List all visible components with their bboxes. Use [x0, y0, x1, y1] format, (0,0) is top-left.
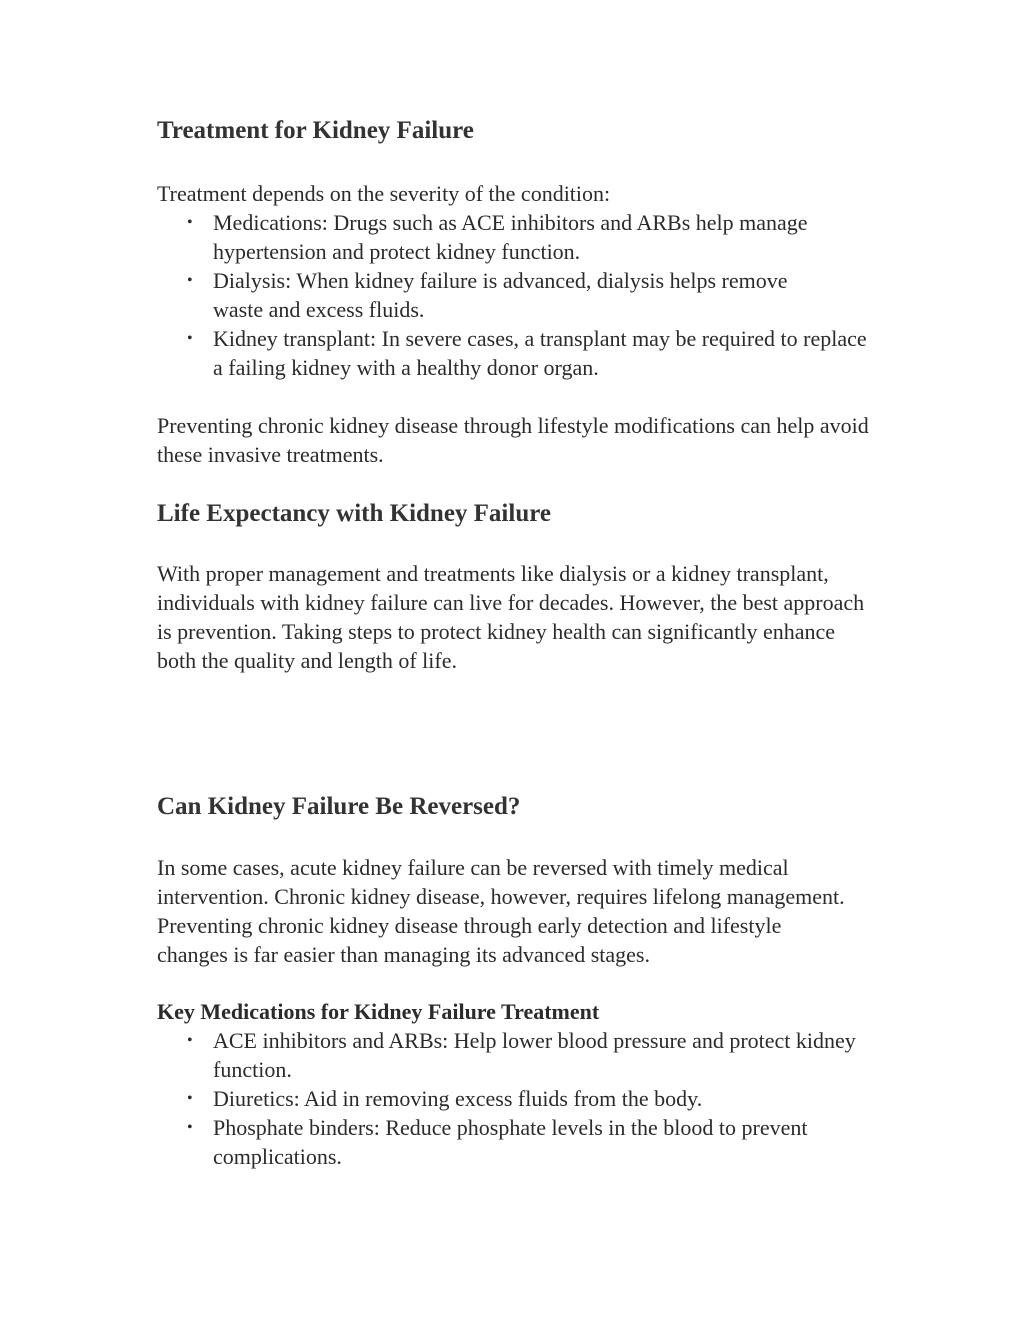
bullet-icon: •	[187, 214, 193, 231]
bullet-icon: •	[187, 330, 193, 347]
bullet-icon: •	[187, 272, 193, 289]
list-item	[157, 1084, 913, 1113]
list-item	[157, 208, 873, 266]
life-expectancy-body: With proper management and treatments like dialysis or a kidney transplant, individuals with kidney failure can live for decades. However, the best approach is prevention. Taking steps to protect kidney health can significantly enhance both the quality and length of life.	[157, 561, 865, 673]
list-item	[157, 1113, 883, 1171]
list-item-text: Dialysis: When kidney failure is advanced, dialysis helps remove waste and excess fluids.	[213, 268, 788, 322]
list-item-text: Diuretics: Aid in removing excess fluids from the body.	[213, 1086, 703, 1111]
list-item	[157, 324, 873, 382]
list-item	[157, 266, 833, 324]
bullet-icon: •	[187, 1119, 193, 1136]
list-item-text: Phosphate binders: Reduce phosphate levels in the blood to prevent complications.	[213, 1115, 808, 1169]
key-medications-list	[157, 1026, 869, 1171]
list-item-text: ACE inhibitors and ARBs: Help lower blood pressure and protect kidney function.	[213, 1028, 856, 1082]
list-item-text: Medications: Drugs such as ACE inhibitors and ARBs help manage hypertension and protect kidney function.	[213, 210, 808, 264]
bullet-icon: •	[187, 1090, 193, 1107]
treatment-heading: Treatment for Kidney Failure	[157, 117, 474, 144]
life-expectancy-heading: Life Expectancy with Kidney Failure	[157, 500, 551, 527]
reversal-body: In some cases, acute kidney failure can be reversed with timely medical intervention. Chronic kidney disease, however, requires lifelong management. Preventing chronic kidney disease through early detection and lifestyle changes is far easier than managing its advanced stages.	[157, 855, 845, 967]
bullet-icon: •	[187, 1032, 193, 1049]
treatment-intro: Treatment depends on the severity of the condition:	[157, 181, 611, 206]
list-item	[157, 1026, 863, 1084]
list-item-text: Kidney transplant: In severe cases, a transplant may be required to replace a failing kidney with a healthy donor organ.	[213, 326, 867, 380]
treatment-list	[157, 208, 869, 382]
reversal-heading: Can Kidney Failure Be Reversed?	[157, 793, 521, 820]
treatment-closing: Preventing chronic kidney disease through lifestyle modifications can help avoid these invasive treatments.	[157, 413, 869, 467]
key-medications-subheading: Key Medications for Kidney Failure Treatment	[157, 999, 600, 1024]
